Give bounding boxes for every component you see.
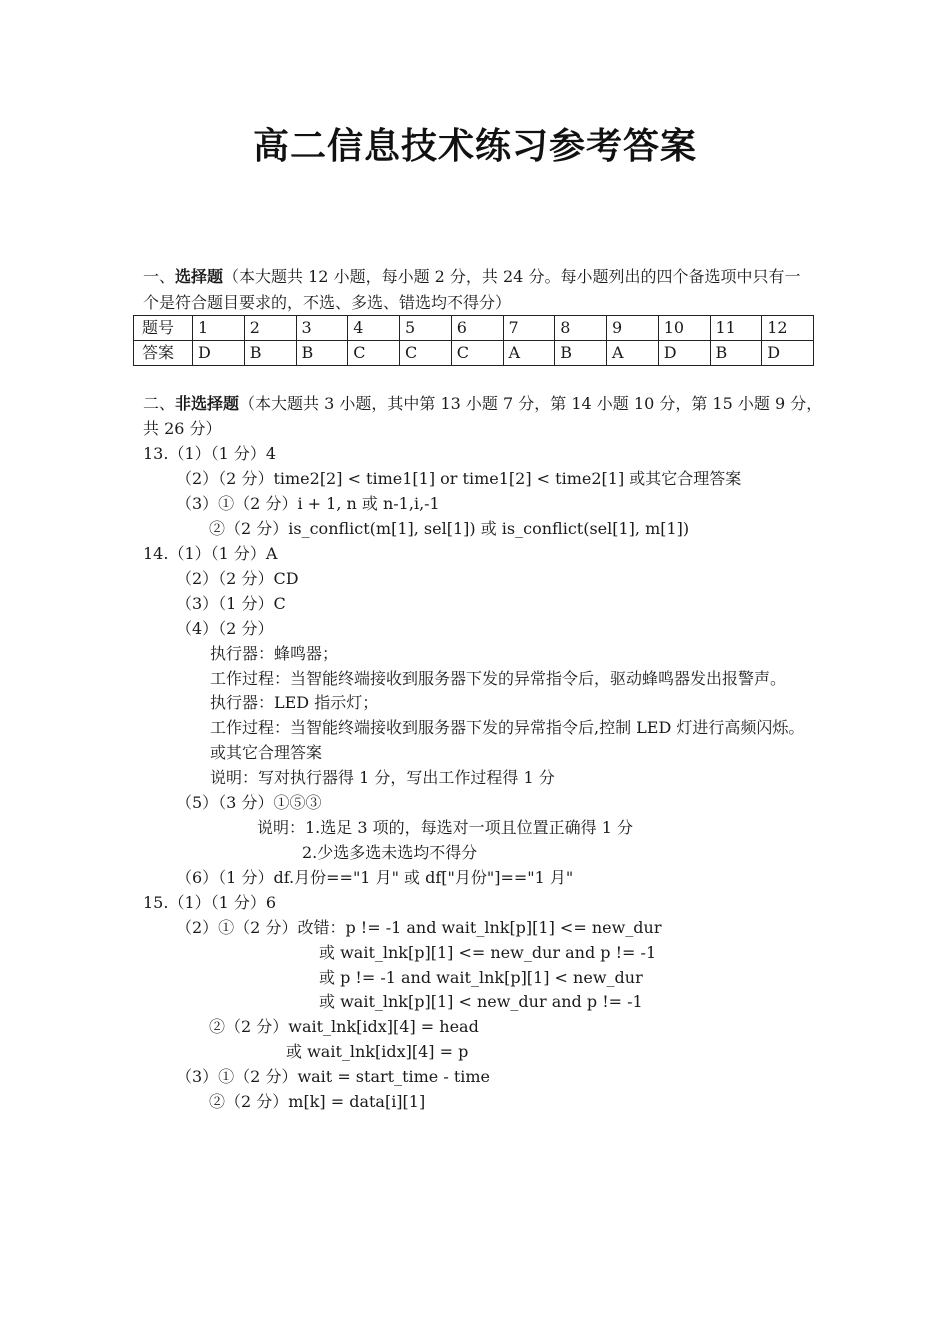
table-row bbox=[134, 316, 814, 341]
answer-line: 13.（1）（1 分）4 bbox=[143, 444, 277, 463]
section2-desc-line2: 共 26 分） bbox=[143, 419, 222, 438]
answer-line: 或 p != -1 and wait_lnk[p][1] < new_dur bbox=[319, 968, 643, 987]
table-cell: C bbox=[348, 341, 400, 366]
table-header-answer: 答案 bbox=[134, 341, 193, 366]
table-cell: 7 bbox=[503, 316, 555, 341]
table-cell: B bbox=[296, 341, 348, 366]
table-header-number: 题号 bbox=[134, 316, 193, 341]
section1-heading: 选择题 bbox=[175, 267, 224, 286]
answer-line: 说明：1.选足 3 项的，每选对一项且位置正确得 1 分 bbox=[257, 818, 633, 837]
section1-heading-line bbox=[143, 267, 800, 287]
table-cell: C bbox=[400, 341, 452, 366]
section2-heading: 非选择题 bbox=[175, 394, 240, 413]
section1-desc-line2: 个是符合题目要求的，不选、多选、错选均不得分） bbox=[143, 293, 512, 312]
answer-line: 说明：写对执行器得 1 分，写出工作过程得 1 分 bbox=[210, 768, 555, 787]
table-cell: D bbox=[762, 341, 814, 366]
answer-line: 14.（1）（1 分）A bbox=[143, 544, 278, 563]
answer-line: 或其它合理答案 bbox=[210, 743, 323, 762]
answer-line: （2）（2 分）time2[2] < time1[1] or time1[2] < time2[1] 或其它合理答案 bbox=[176, 469, 742, 488]
answer-line: （2）（2 分）CD bbox=[176, 569, 299, 588]
table-cell: A bbox=[503, 341, 555, 366]
answer-line: 或 wait_lnk[idx][4] = p bbox=[286, 1042, 469, 1061]
section1-desc-line1: （本大题共 12 小题，每小题 2 分，共 24 分。每小题列出的四个备选项中只有一 bbox=[223, 267, 801, 286]
answer-line: 或 wait_lnk[p][1] <= new_dur and p != -1 bbox=[319, 943, 657, 962]
answer-line: （3）①（2 分）wait = start_time - time bbox=[176, 1067, 491, 1086]
table-row bbox=[134, 341, 814, 366]
answer-line: ②（2 分）is_conflict(m[1], sel[1]) 或 is_conflict(sel[1], m[1]) bbox=[209, 519, 690, 538]
table-cell: 2 bbox=[244, 316, 296, 341]
table-cell: 8 bbox=[555, 316, 607, 341]
section2-prefix: 二、 bbox=[143, 394, 176, 413]
answer-line: ②（2 分）wait_lnk[idx][4] = head bbox=[209, 1017, 479, 1036]
table-cell: 4 bbox=[348, 316, 400, 341]
table-cell: 12 bbox=[762, 316, 814, 341]
section1-prefix: 一、 bbox=[143, 267, 176, 286]
answer-line: （3）①（2 分）i + 1, n 或 n-1,i,-1 bbox=[176, 494, 440, 513]
answer-line: （4）（2 分） bbox=[176, 619, 274, 638]
table-cell: 9 bbox=[607, 316, 659, 341]
answer-line: （5）（3 分）①⑤③ bbox=[176, 793, 322, 812]
table-cell: B bbox=[555, 341, 607, 366]
table-cell: B bbox=[710, 341, 762, 366]
table-cell: 1 bbox=[193, 316, 245, 341]
section2-desc-line1: （本大题共 3 小题，其中第 13 小题 7 分，第 14 小题 10 分，第 15 小题 9 分， bbox=[239, 394, 823, 413]
answer-line: （2）①（2 分）改错：p != -1 and wait_lnk[p][1] <= new_dur bbox=[176, 918, 662, 937]
table-cell: 3 bbox=[296, 316, 348, 341]
answer-line: 15.（1）（1 分）6 bbox=[143, 893, 277, 912]
table-cell: 5 bbox=[400, 316, 452, 341]
answer-line: ②（2 分）m[k] = data[i][1] bbox=[209, 1092, 426, 1111]
table-cell: D bbox=[193, 341, 245, 366]
answer-table bbox=[133, 315, 814, 366]
answer-line: 执行器：LED 指示灯； bbox=[210, 693, 379, 712]
table-cell: 11 bbox=[710, 316, 762, 341]
answer-line: 工作过程：当智能终端接收到服务器下发的异常指令后,控制 LED 灯进行高频闪烁。 bbox=[210, 718, 805, 737]
answer-line: 执行器：蜂鸣器； bbox=[210, 644, 339, 663]
table-cell: D bbox=[658, 341, 710, 366]
answer-line: 或 wait_lnk[p][1] < new_dur and p != -1 bbox=[319, 992, 643, 1011]
answer-line: 工作过程：当智能终端接收到服务器下发的异常指令后，驱动蜂鸣器发出报警声。 bbox=[210, 669, 787, 688]
table-cell: 10 bbox=[658, 316, 710, 341]
answer-line: 2.少选多选未选均不得分 bbox=[302, 843, 478, 862]
page-title: 高二信息技术练习参考答案 bbox=[252, 126, 697, 167]
table-cell: C bbox=[451, 341, 503, 366]
table-cell: 6 bbox=[451, 316, 503, 341]
answer-line: （3）（1 分）C bbox=[176, 594, 286, 613]
table-cell: A bbox=[607, 341, 659, 366]
section2-heading-line bbox=[143, 394, 822, 414]
answer-line: （6）（1 分）df.月份=="1 月" 或 df["月份"]=="1 月" bbox=[176, 868, 574, 887]
table-cell: B bbox=[244, 341, 296, 366]
